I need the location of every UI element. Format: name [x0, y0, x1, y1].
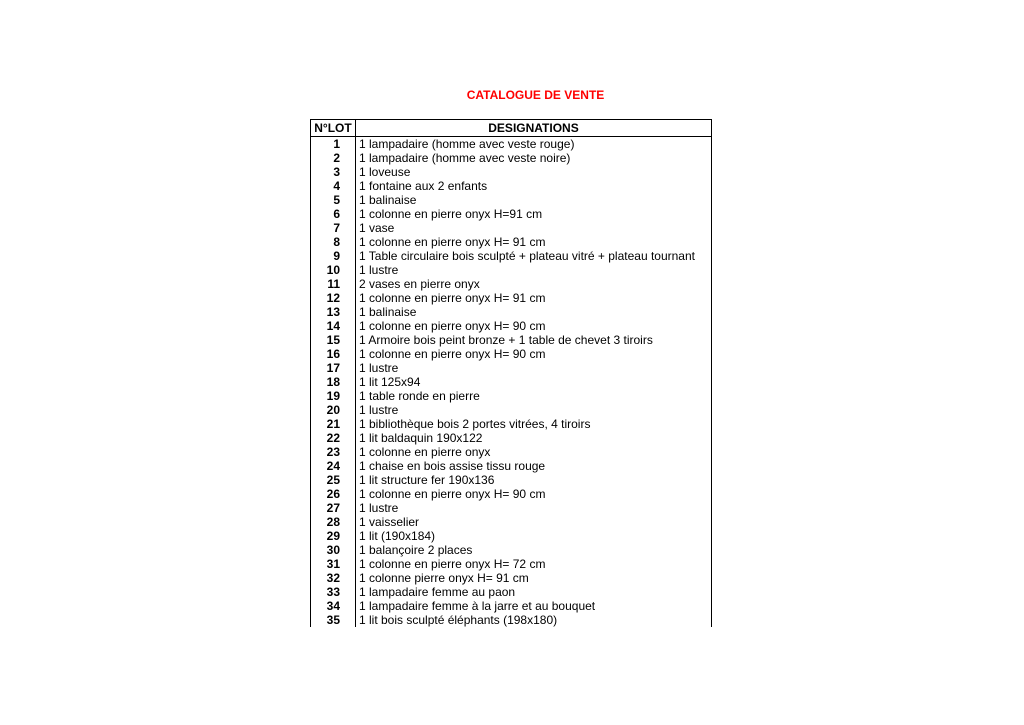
lot-designation: 1 colonne en pierre onyx H= 90 cm [356, 347, 712, 361]
table-row [311, 333, 712, 347]
lot-designation: 1 colonne pierre onyx H= 91 cm [356, 571, 712, 585]
lot-number: 23 [311, 445, 356, 459]
lot-number: 4 [311, 179, 356, 193]
lot-number: 21 [311, 417, 356, 431]
lot-designation: 1 lustre [356, 501, 712, 515]
lot-number: 15 [311, 333, 356, 347]
lot-number: 29 [311, 529, 356, 543]
lot-number: 10 [311, 263, 356, 277]
page-title: CATALOGUE DE VENTE [466, 88, 605, 102]
table-row [311, 487, 712, 501]
lot-designation: 1 lampadaire (homme avec veste rouge) [356, 137, 712, 152]
table-row [311, 473, 712, 487]
lot-number: 1 [311, 137, 356, 152]
table-row [311, 151, 712, 165]
lot-number: 20 [311, 403, 356, 417]
lot-designation: 1 lampadaire femme au paon [356, 585, 712, 599]
lot-number: 11 [311, 277, 356, 291]
lot-designation: 1 loveuse [356, 165, 712, 179]
lot-designation: 1 balançoire 2 places [356, 543, 712, 557]
table-row [311, 249, 712, 263]
table-row [311, 263, 712, 277]
lot-number: 2 [311, 151, 356, 165]
lot-number: 31 [311, 557, 356, 571]
table-row [311, 515, 712, 529]
table-row [311, 137, 712, 152]
lot-designation: 1 colonne en pierre onyx H= 90 cm [356, 319, 712, 333]
table-row [311, 193, 712, 207]
lot-designation: 1 lit (190x184) [356, 529, 712, 543]
lot-designation: 1 chaise en bois assise tissu rouge [356, 459, 712, 473]
lot-designation: 1 lustre [356, 403, 712, 417]
lot-designation: 1 lit 125x94 [356, 375, 712, 389]
table-row [311, 529, 712, 543]
lot-number: 6 [311, 207, 356, 221]
lot-designation: 1 balinaise [356, 193, 712, 207]
table-row [311, 571, 712, 585]
table-row [311, 235, 712, 249]
lot-number: 32 [311, 571, 356, 585]
lot-number: 34 [311, 599, 356, 613]
lot-number: 22 [311, 431, 356, 445]
lot-number: 5 [311, 193, 356, 207]
table-row [311, 291, 712, 305]
lot-designation: 1 Table circulaire bois sculpté + plateau vitré + plateau tournant [356, 249, 712, 263]
lot-number: 26 [311, 487, 356, 501]
table-row [311, 431, 712, 445]
table-row [311, 557, 712, 571]
lot-number: 3 [311, 165, 356, 179]
lot-number: 12 [311, 291, 356, 305]
lot-designation: 1 balinaise [356, 305, 712, 319]
table-row [311, 501, 712, 515]
table-row [311, 403, 712, 417]
table-row [311, 221, 712, 235]
table-row [311, 585, 712, 599]
lot-number: 33 [311, 585, 356, 599]
lot-designation: 1 fontaine aux 2 enfants [356, 179, 712, 193]
table-row [311, 347, 712, 361]
lot-designation: 1 colonne en pierre onyx H= 91 cm [356, 235, 712, 249]
lot-number: 25 [311, 473, 356, 487]
table-row [311, 207, 712, 221]
table-row [311, 375, 712, 389]
lot-number: 7 [311, 221, 356, 235]
lot-designation: 1 colonne en pierre onyx [356, 445, 712, 459]
lot-designation: 1 colonne en pierre onyx H= 72 cm [356, 557, 712, 571]
lot-designation: 1 lustre [356, 263, 712, 277]
table-row [311, 459, 712, 473]
header-lot: N°LOT [311, 120, 356, 137]
lot-number: 27 [311, 501, 356, 515]
table-row [311, 179, 712, 193]
table-body [311, 137, 712, 628]
lot-number: 16 [311, 347, 356, 361]
table-row [311, 417, 712, 431]
lot-designation: 1 lustre [356, 361, 712, 375]
lot-designation: 1 lit structure fer 190x136 [356, 473, 712, 487]
lot-designation: 1 table ronde en pierre [356, 389, 712, 403]
table-row [311, 319, 712, 333]
lot-designation: 2 vases en pierre onyx [356, 277, 712, 291]
lot-number: 9 [311, 249, 356, 263]
catalogue-table [310, 119, 712, 627]
lot-number: 28 [311, 515, 356, 529]
table-header-row [311, 120, 712, 137]
lot-designation: 1 vase [356, 221, 712, 235]
lot-designation: 1 vaisselier [356, 515, 712, 529]
lot-number: 35 [311, 613, 356, 627]
lot-number: 14 [311, 319, 356, 333]
lot-designation: 1 lit baldaquin 190x122 [356, 431, 712, 445]
table-row [311, 305, 712, 319]
lot-number: 17 [311, 361, 356, 375]
lot-number: 19 [311, 389, 356, 403]
lot-designation: 1 colonne en pierre onyx H= 90 cm [356, 487, 712, 501]
lot-designation: 1 lampadaire (homme avec veste noire) [356, 151, 712, 165]
table-row [311, 361, 712, 375]
lot-designation: 1 lampadaire femme à la jarre et au bouquet [356, 599, 712, 613]
lot-number: 13 [311, 305, 356, 319]
table-row [311, 445, 712, 459]
table-row [311, 599, 712, 613]
lot-number: 30 [311, 543, 356, 557]
table-row [311, 165, 712, 179]
lot-designation: 1 lit bois sculpté éléphants (198x180) [356, 613, 712, 627]
table-row [311, 389, 712, 403]
lot-designation: 1 colonne en pierre onyx H=91 cm [356, 207, 712, 221]
lot-designation: 1 Armoire bois peint bronze + 1 table de chevet 3 tiroirs [356, 333, 712, 347]
lot-designation: 1 bibliothèque bois 2 portes vitrées, 4 tiroirs [356, 417, 712, 431]
table-row [311, 277, 712, 291]
lot-number: 18 [311, 375, 356, 389]
header-designations: DESIGNATIONS [356, 120, 712, 137]
table-row [311, 543, 712, 557]
table-row [311, 613, 712, 627]
lot-designation: 1 colonne en pierre onyx H= 91 cm [356, 291, 712, 305]
lot-number: 8 [311, 235, 356, 249]
lot-number: 24 [311, 459, 356, 473]
